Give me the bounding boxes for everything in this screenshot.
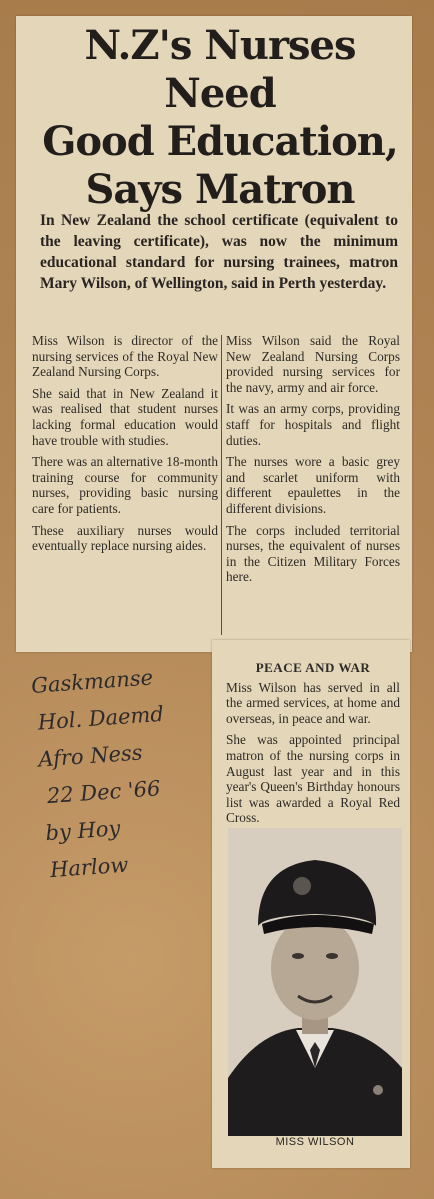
handwritten-line: Gaskmanse: [30, 665, 154, 698]
article-column-2: [226, 333, 400, 591]
handwritten-line: 22 Dec '66: [46, 776, 162, 809]
handwritten-line: Hol. Daemd: [36, 701, 165, 735]
paragraph: She said that in New Zealand it was realised that student nurses lacking formal education would have trouble with studies.: [32, 385, 218, 448]
headline: [40, 22, 400, 214]
column-divider: [221, 335, 222, 635]
paragraph: Miss Wilson is director of the nursing services of the Royal New Zealand Nursing Corps.: [32, 333, 218, 380]
headline-line-3: Says Matron: [85, 166, 355, 213]
paragraph: She was appointed principal matron of the nursing corps in August last year and in this year's Queen's Birthday honours list was awarded a Royal Red Cross.: [226, 732, 400, 826]
lead-paragraph: In New Zealand the school certificate (equivalent to the leaving certificate), was now the minimum educational standard for nursing trainees, matron Mary Wilson, of Wellington, said in Perth yesterday.: [40, 212, 398, 292]
portrait-photo: [228, 828, 402, 1136]
handwritten-line: by Hoy: [44, 816, 122, 846]
article-column-3: [226, 658, 400, 832]
handwritten-line: Harlow: [49, 852, 130, 883]
paragraph: The corps included territorial nurses, the equivalent of nurses in the Citizen Military Forces here.: [226, 522, 400, 585]
photo-caption: MISS WILSON: [275, 1136, 355, 1148]
headline-line-2: Good Education,: [42, 118, 398, 165]
handwritten-line: Afro Ness: [37, 740, 144, 772]
paragraph: Miss Wilson has served in all the armed services, at home and overseas, in peace and war.: [226, 679, 400, 726]
article-column-1: [32, 333, 218, 560]
handwritten-note: [30, 656, 215, 889]
headline-line-1: N.Z's Nurses Need: [84, 22, 356, 117]
portrait-illustration: [228, 828, 402, 1136]
paragraph: Miss Wilson said the Royal New Zealand Nursing Corps provided nursing services for the navy, army and air force.: [226, 333, 400, 395]
paragraph: It was an army corps, providing staff for hospitals and flight duties.: [226, 401, 400, 448]
paragraph: There was an alternative 18-month training course for community nurses, providing basic nursing care for patients.: [32, 454, 218, 516]
paragraph: The nurses wore a basic grey and scarlet uniform with different epaulettes in the different divisions.: [226, 454, 400, 516]
subheading: PEACE AND WAR: [255, 660, 371, 675]
paragraph: These auxiliary nurses would eventually replace nursing aides.: [32, 522, 218, 554]
